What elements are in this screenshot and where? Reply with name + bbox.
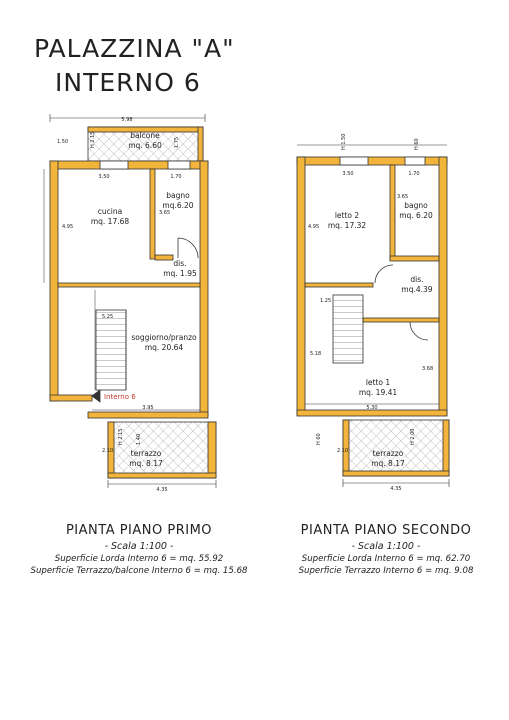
dim2-w170: 1.70 (408, 171, 420, 177)
dim2-h150: H 1.50 (341, 133, 347, 150)
caption-primo-line1: Superficie Lorda Interno 6 = mq. 55.92 (54, 554, 224, 564)
room-terrazzo-area: mq. 8.17 (129, 459, 163, 468)
caption-primo-line2: Superficie Terrazzo/balcone Interno 6 = mq. 15.68 (30, 566, 248, 576)
caption-primo-heading: PIANTA PIANO PRIMO (65, 523, 213, 538)
dim2-h365: 3.65 (397, 194, 409, 200)
room-dis-area: mq. 1.95 (163, 269, 197, 278)
room-dis2-area: mq.4.39 (401, 285, 433, 294)
dim-t210: 2.10 (102, 448, 114, 454)
room-letto1-area: mq. 19.41 (358, 388, 398, 397)
dim2-h518: 5.18 (310, 351, 322, 357)
dim-t215: H 2.15 (118, 428, 124, 445)
dim2-h495: 4.95 (308, 224, 320, 230)
dim-bal1: H 2.15 (90, 131, 96, 148)
dim2-w125: 1.25 (320, 298, 332, 304)
dim-cucina-w: 3.50 (98, 174, 110, 180)
room-bagno2-area: mq. 6.20 (399, 211, 433, 220)
dim2-w350: 3.50 (342, 171, 354, 177)
room-letto2-area: mq. 17.32 (327, 221, 367, 230)
dim2-h200: H 2.00 (410, 428, 416, 445)
room-cucina-name: cucina (97, 207, 123, 216)
caption-secondo-scale: - Scala 1:100 - (351, 541, 421, 552)
dim-bagno-w: 1.70 (170, 174, 182, 180)
caption-secondo-heading: PIANTA PIANO SECONDO (300, 523, 472, 538)
caption-primo (10, 523, 268, 576)
dim-bal2: 1.75 (174, 136, 180, 148)
room-dis-name: dis. (173, 259, 187, 268)
room-letto2-name: letto 2 (334, 211, 360, 220)
dim-150: 1.50 (57, 139, 69, 145)
room-bagno2-name: bagno (404, 201, 428, 210)
room-letto1-name: letto 1 (365, 378, 391, 387)
dim2-bottom: 4.35 (390, 486, 402, 492)
room-balcone-area: mq. 6.60 (128, 141, 162, 150)
dim-h365: 3.65 (159, 210, 171, 216)
entrance-label: Interno 6 (104, 393, 136, 401)
dim-top: 5.98 (121, 117, 133, 123)
dim-bottom: 4.35 (156, 487, 168, 493)
dim2-h368: 3.68 (422, 366, 434, 372)
room-cucina-area: mq. 17.68 (90, 217, 130, 226)
room-terrazzo-name: terrazzo (130, 449, 162, 458)
caption-primo-scale: - Scala 1:100 - (104, 541, 174, 552)
dim-w395: 3.95 (142, 405, 154, 411)
room-terrazzo2-area: mq. 8.17 (371, 459, 405, 468)
plan-primo (44, 114, 216, 488)
room-bagno-name: bagno (166, 191, 190, 200)
dim-h495: 4.95 (62, 224, 74, 230)
dim-t140: 1.40 (136, 433, 142, 445)
caption-secondo-line2: Superficie Terrazzo Interno 6 = mq. 9.08 (298, 566, 474, 576)
caption-secondo-line1: Superficie Lorda Interno 6 = mq. 62.70 (301, 554, 471, 564)
dim2-h60: H 60 (414, 138, 420, 150)
room-soggiorno-area: mq. 20.64 (144, 343, 184, 352)
caption-secondo (268, 523, 504, 576)
room-bagno-area: mq.6.20 (162, 201, 194, 210)
dim2-t210: 2.10 (337, 448, 349, 454)
title-line-2: INTERNO 6 (55, 68, 201, 97)
room-soggiorno-name: soggiorno/pranzo (131, 333, 197, 342)
dim2-h60b: H 60 (316, 433, 322, 445)
dim2-w530: 5.30 (366, 405, 378, 411)
dim-h525: 5.25 (102, 314, 114, 320)
room-terrazzo2-name: terrazzo (372, 449, 404, 458)
room-balcone-name: balcone (130, 131, 160, 140)
title-line-1: PALAZZINA "A" (34, 34, 235, 63)
room-dis2-name: dis. (410, 275, 424, 284)
